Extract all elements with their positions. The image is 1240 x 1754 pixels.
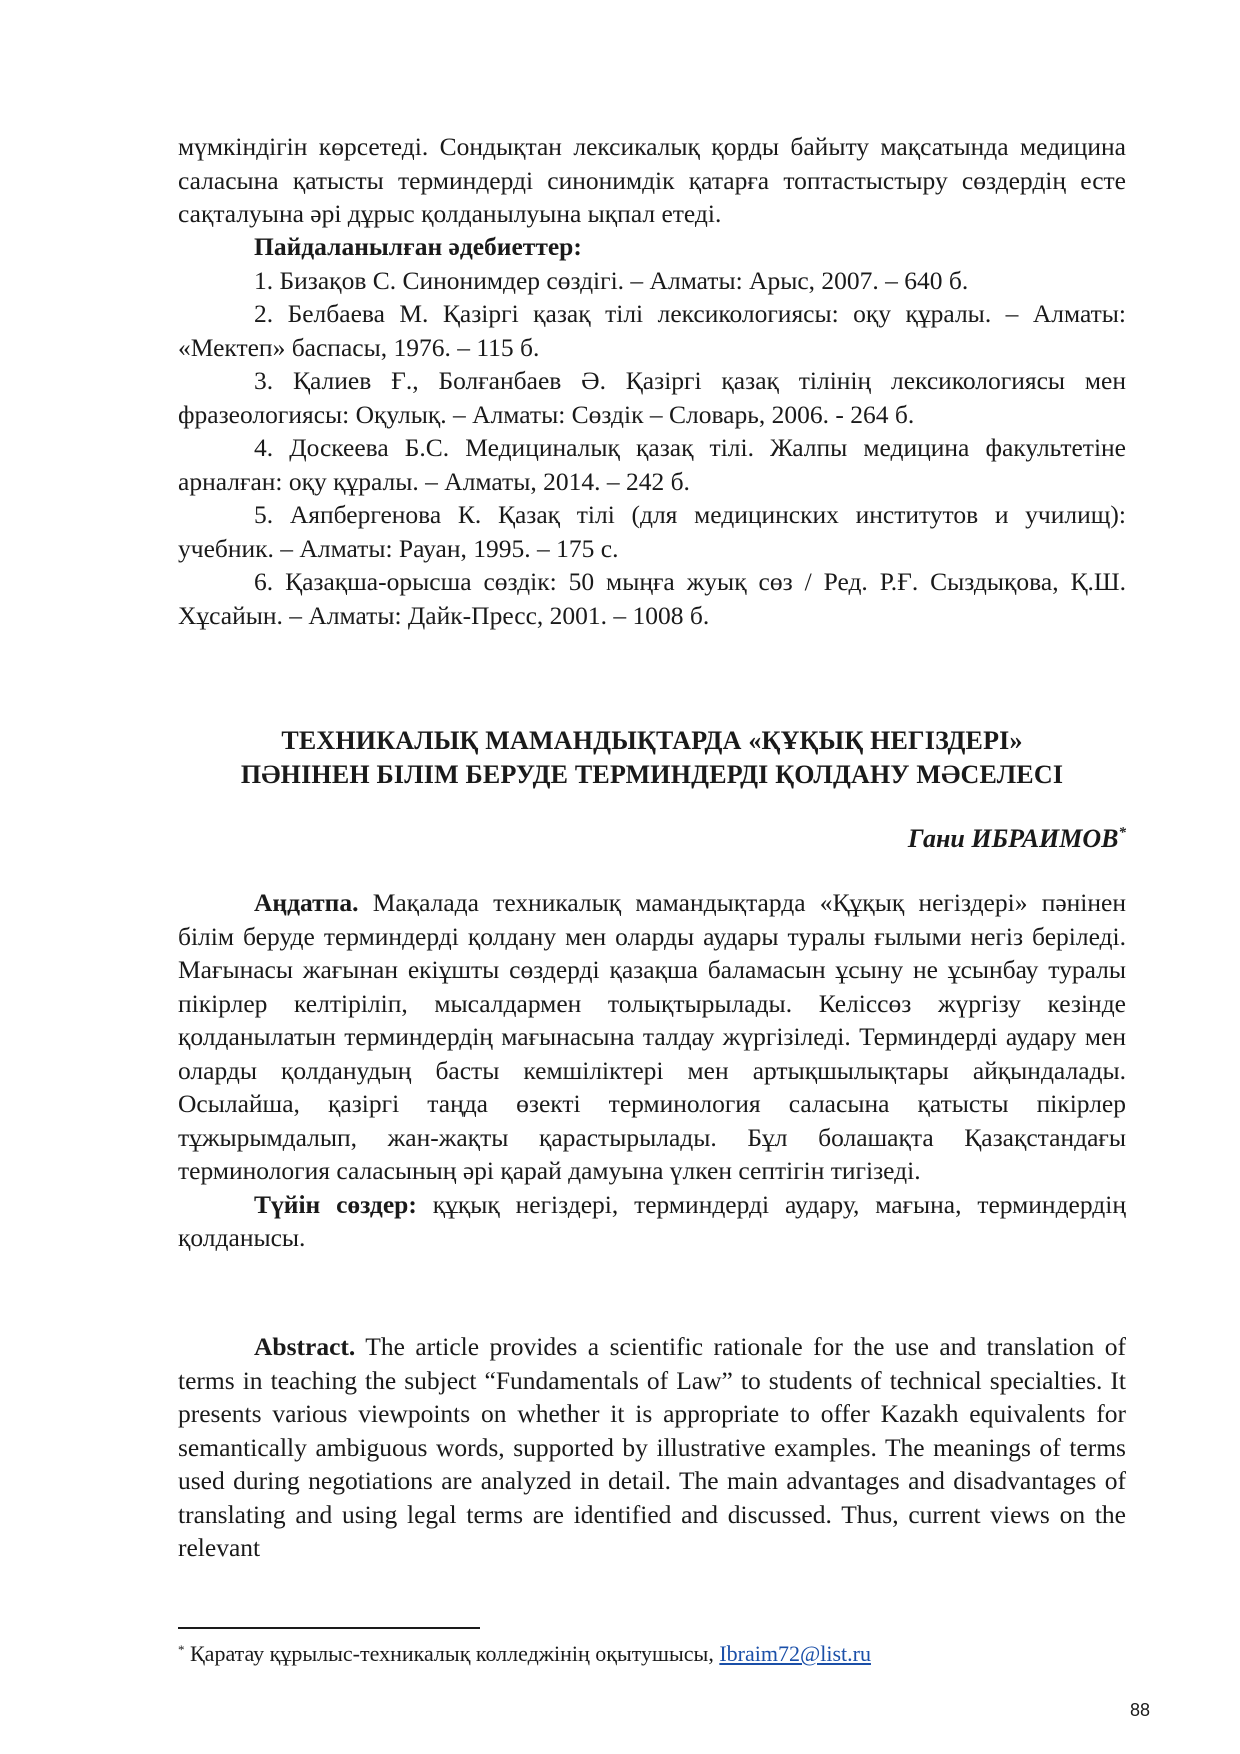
author-name: Гани ИБРАИМОВ	[907, 824, 1119, 853]
reference-item: 4. Доскеева Б.С. Медициналық қазақ тілі. Жалпы медицина факультетіне арналған: оқу құралы. – Алматы, 2014. – 242 б.	[178, 433, 1126, 496]
abstract-kz-label: Аңдатпа.	[254, 888, 359, 917]
reference-item: 1. Бизақов С. Синонимдер сөздігі. – Алматы: Арыс, 2007. – 640 б.	[254, 265, 969, 295]
intro-section	[178, 130, 1126, 231]
references-section	[178, 230, 1126, 632]
reference-item: 3. Қалиев Ғ., Болғанбаев Ә. Қазіргі қазақ тілінің лексикологиясы мен фразеологиясы: Оқулық. – Алматы: Сөздік – Словарь, 2006. - 264 б.	[178, 366, 1126, 429]
footnote-divider	[178, 1627, 480, 1629]
footnote-email-link[interactable]: Ibraim72@list.ru	[719, 1641, 871, 1666]
abstract-en-paragraph	[178, 1330, 1126, 1565]
article-title-line-2: ПӘНІНЕН БІЛІМ БЕРУДЕ ТЕРМИНДЕРДІ ҚОЛДАНУ МӘСЕЛЕСІ	[240, 760, 1064, 789]
intro-paragraph: мүмкіндігін көрсетеді. Сондықтан лексикалық қорды байыту мақсатында медицина саласына қатысты терминдерді синонимдік қатарға топтастыстыру сөздердің есте сақталуына әрі дұрыс қолданылуына ықпал етеді.	[178, 132, 1126, 228]
keywords-label: Түйін сөздер:	[254, 1189, 417, 1219]
references-heading: Пайдаланылған әдебиеттер:	[254, 232, 582, 261]
abstract-en-label: Abstract.	[254, 1332, 356, 1361]
article-title-line-1: ТЕХНИКАЛЫҚ МАМАНДЫҚТАРДА «ҚҰҚЫҚ НЕГІЗДЕРІ»	[281, 726, 1023, 755]
abstract-kz-text: Мақалада техникалық мамандықтарда «Құқық негіздері» пәнінен білім беруде терминдерді қолдану мен оларды аудары туралы ғылыми негіз беріледі. Мағынасы жағынан екіұшты сөздерді қазақша баламасын ұсыну не ұсынбау туралы пікірлер келтіріліп, мысалдармен толықтырылады. Келіссөз жүргізу кезінде қолданылатын терминдердің мағынасына талдау жүргізіледі. Терминдерді аудару мен оларды қолданудың басты кемшіліктері мен артықшылықтары айқындалады. Осылайша, қазіргі таңда өзекті терминология саласына қатысты пікірлер тұжырымдалып, жан-жақты қарастырылады. Бұл болашақта Қазақстандағы терминология саласының әрі қарай дамуына үлкен септігін тигізеді.	[178, 888, 1126, 1185]
footnote-text: Қаратау құрылыс-техникалық колледжінің оқытушысы,	[184, 1641, 720, 1666]
footnote-mark: *	[178, 1642, 185, 1657]
keywords-text: құқық негіздері, терминдерді аудару, мағына, терминдердің қолданысы.	[178, 1189, 1126, 1252]
page-number: 88	[1129, 1700, 1150, 1720]
abstract-en-section	[178, 1330, 1126, 1565]
author-footnote-mark[interactable]: *	[1118, 825, 1126, 841]
article-author	[178, 822, 1126, 856]
reference-item: 2. Белбаева М. Қазіргі қазақ тілі лексикологиясы: оқу құралы. – Алматы: «Мектеп» баспасы, 1976. – 115 б.	[178, 299, 1126, 362]
keywords-paragraph	[178, 1188, 1126, 1255]
footnote	[178, 1640, 1126, 1668]
reference-item: 5. Аяпбергенова К. Қазақ тілі (для медицинских институтов и училищ): учебник. – Алматы: Рауан, 1995. – 175 с.	[178, 500, 1126, 563]
article-title	[178, 724, 1126, 792]
reference-item: 6. Қазақша-орысша сөздік: 50 мыңға жуық сөз / Ред. Р.Ғ. Сыздықова, Қ.Ш. Хұсайын. – Алматы: Дайк-Пресс, 2001. – 1008 б.	[178, 567, 1126, 630]
abstract-en-text: The article provides a scientific rationale for the use and translation of terms in teaching the subject “Fundamentals of Law” to students of technical specialties. It presents various viewpoints on whether it is appropriate to offer Kazakh equivalents for semantically ambiguous words, supported by illustrative examples. The meanings of terms used during negotiations are analyzed in detail. The main advantages and disadvantages of translating and using legal terms are identified and discussed. Thus, current views on the relevant	[178, 1332, 1126, 1562]
abstract-kz-section	[178, 886, 1126, 1255]
abstract-kz-paragraph	[178, 886, 1126, 1188]
